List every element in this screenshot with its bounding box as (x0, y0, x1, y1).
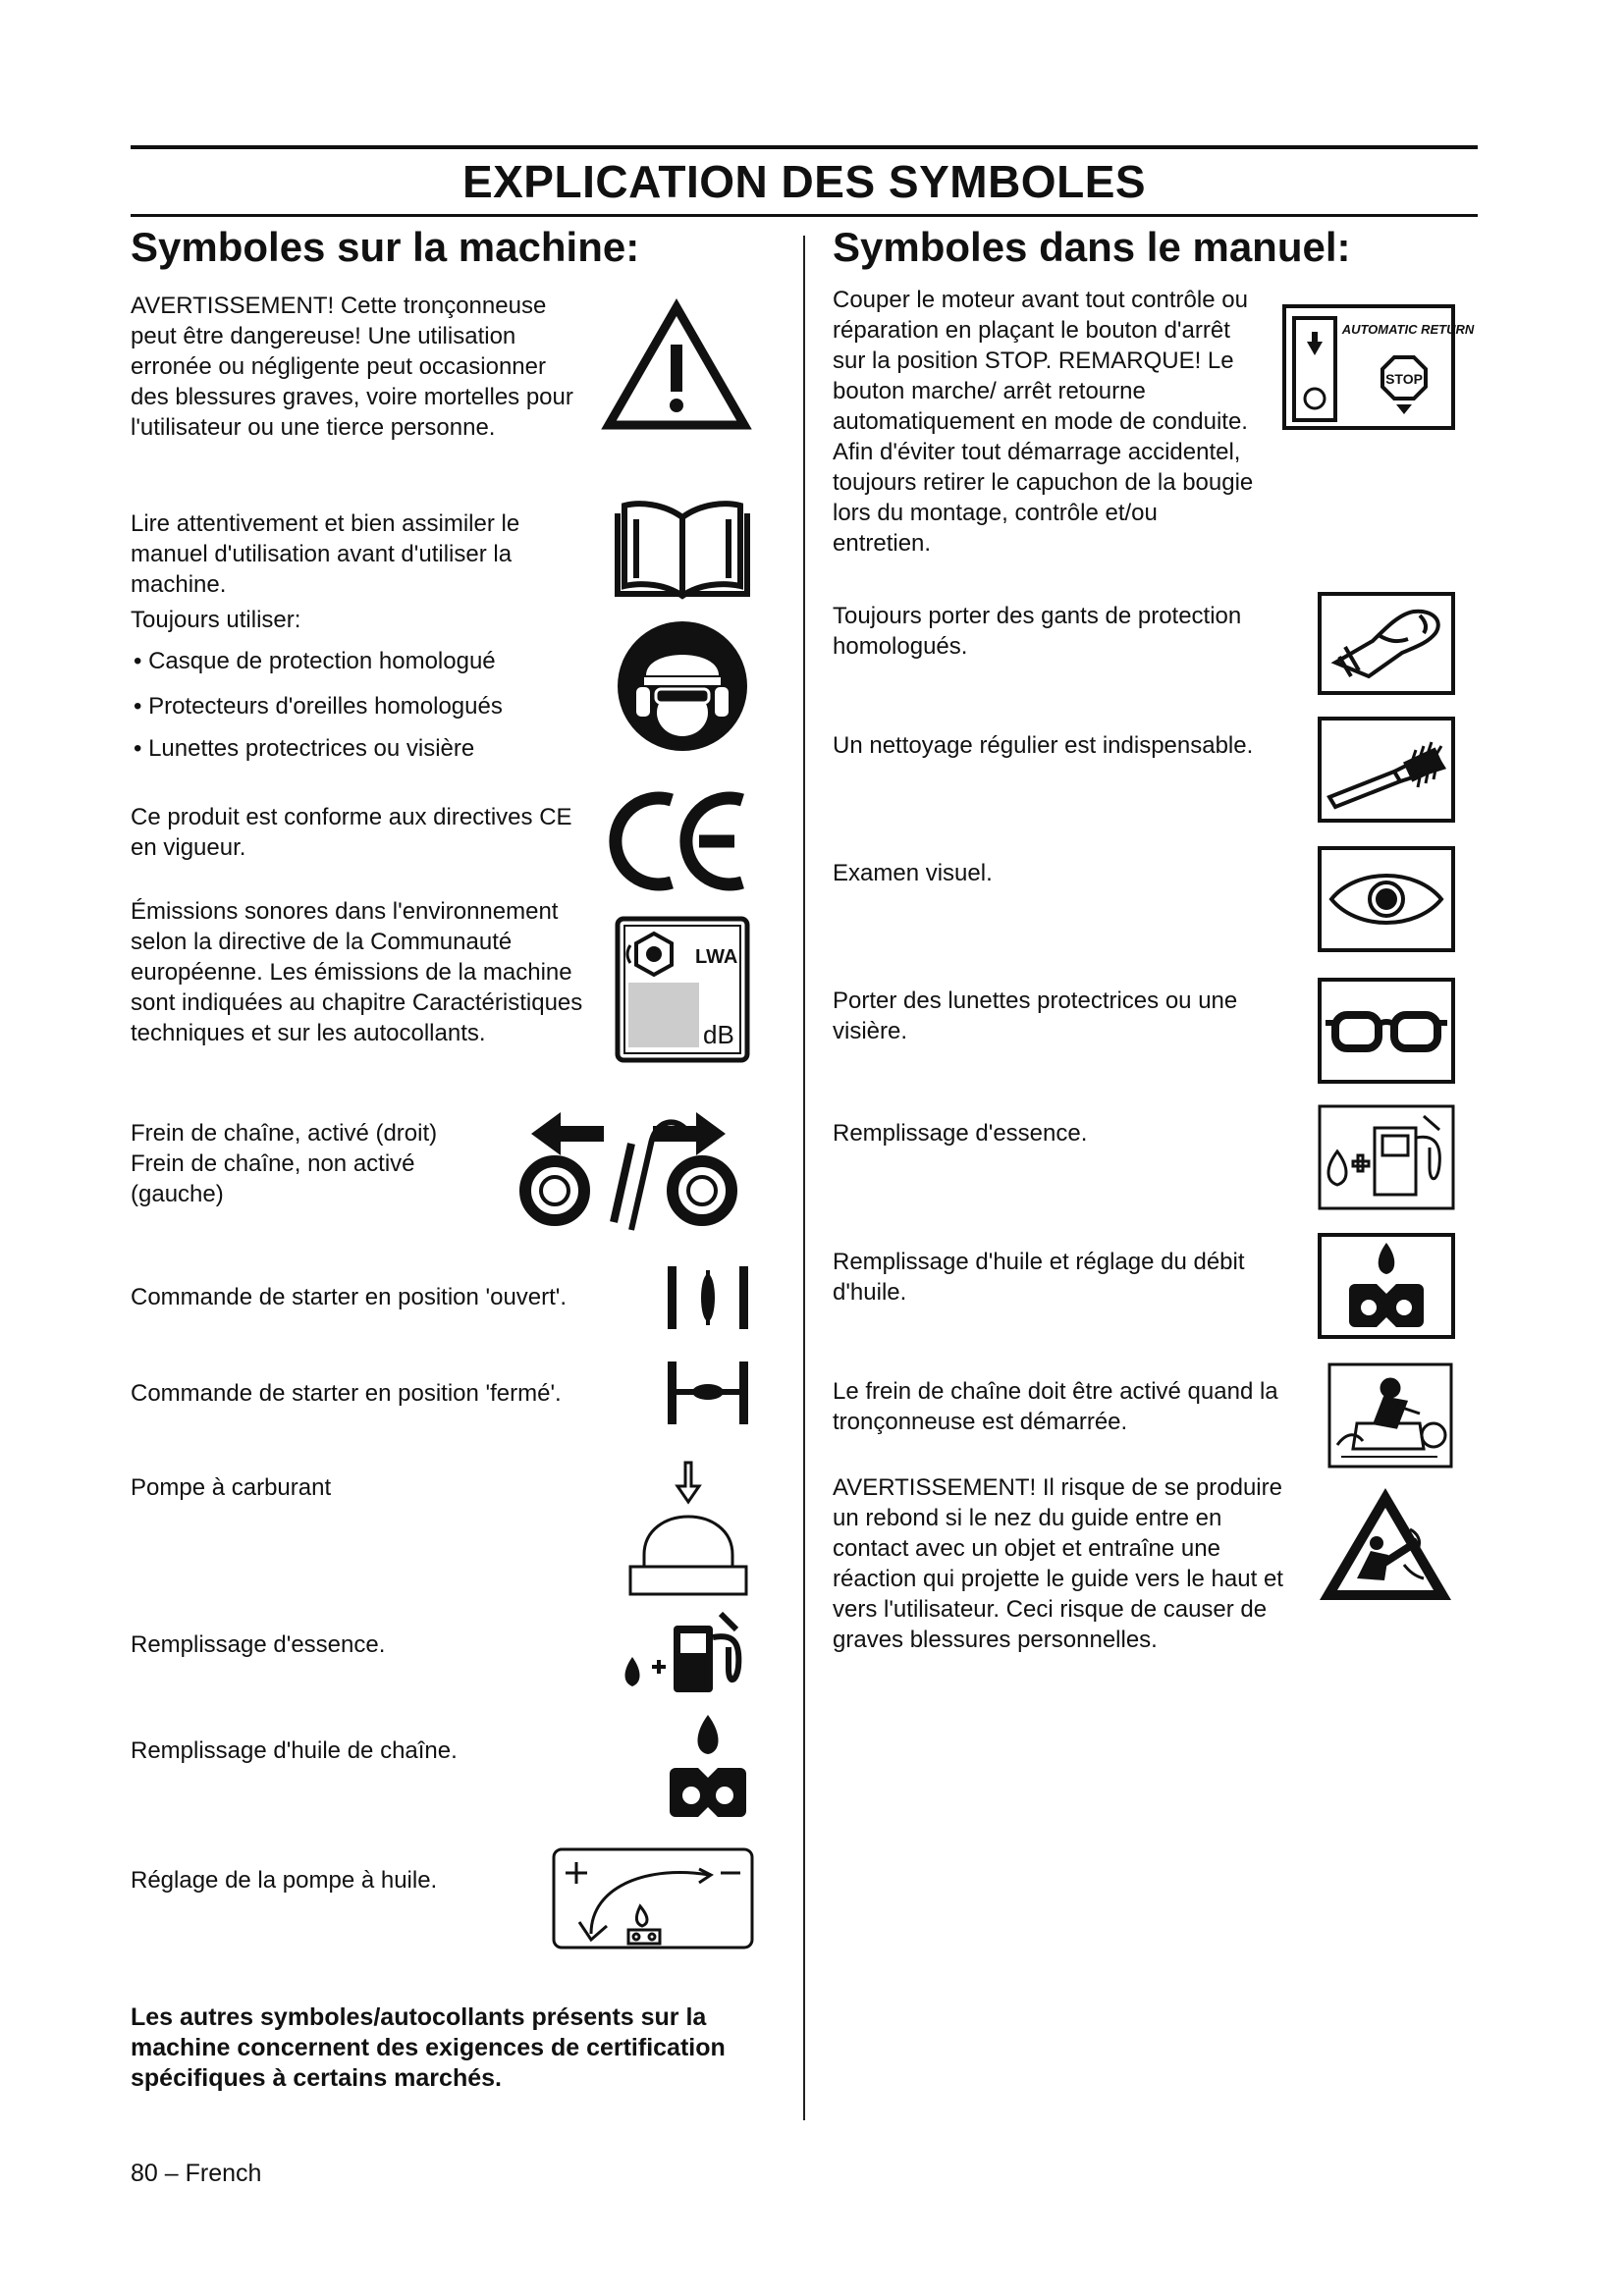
fuel-pump-text: Pompe à carburant (131, 1474, 332, 1501)
eye-icon (1318, 846, 1455, 952)
stop-icon-top-text: AUTOMATIC RETURN (1341, 322, 1475, 337)
choke-open-text: Commande de starter en position 'ouvert'. (131, 1284, 568, 1310)
oil-refill-text: Remplissage d'huile et réglage du débit d'huile. (833, 1249, 1245, 1306)
right-heading: Symboles dans le manuel: (833, 224, 1351, 270)
top-rule (131, 145, 1478, 149)
ppe-item-ear: • Protecteurs d'oreilles homologués (134, 693, 503, 720)
ppe-item-helmet: • Casque de protection homologué (134, 648, 496, 674)
title-rule (131, 214, 1478, 217)
always-use-label: Toujours utiliser: (131, 607, 301, 633)
oil-pump-adjust-icon (552, 1847, 754, 1949)
noise-emission-icon (615, 916, 750, 1063)
visual-inspection-text: Examen visuel. (833, 860, 993, 886)
goggles-text: Porter des lunettes protectrices ou une visière. (833, 988, 1238, 1044)
chain-oil-manual-icon (1318, 1233, 1455, 1339)
primer-bulb-icon (624, 1461, 752, 1598)
choke-closed-text: Commande de starter en position 'fermé'. (131, 1380, 562, 1407)
page-footer: 80 – French (131, 2160, 262, 2187)
manual-text: Lire attentivement et bien assimiler le manuel d'utilisation avant d'utiliser la machine. (131, 510, 520, 598)
open-book-icon (615, 496, 750, 602)
chain-oil-text: Remplissage d'huile de chaîne. (131, 1737, 458, 1764)
start-with-brake-icon (1327, 1362, 1453, 1468)
chain-brake-icon (506, 1104, 751, 1232)
certification-note: Les autres symboles/autocollants présents sur la machine concernent des exigences de certification spécifiques à certains marchés. (131, 2003, 726, 2092)
ppe-item-glasses: • Lunettes protectrices ou visière (134, 735, 475, 762)
kickback-warning-text: AVERTISSEMENT! Il risque de se produire un rebond si le nez du guide entre en contact avec un objet et entraîne une réaction qui projette le guide vers le haut et vers l'utilisateur. Ceci risque de causer de graves blessures personnelles. (833, 1474, 1283, 1653)
safety-glasses-icon (1318, 978, 1455, 1084)
gloves-text: Toujours porter des gants de protection homologués. (833, 603, 1242, 660)
page-title: EXPLICATION DES SYMBOLES (461, 156, 1147, 207)
head-protection-icon (615, 618, 750, 754)
ce-mark-icon (609, 788, 754, 894)
warning-triangle-icon (602, 299, 751, 432)
protective-gloves-icon (1318, 592, 1455, 695)
noise-text: Émissions sonores dans l'environnement selon la directive de la Communauté européenne. Les émissions de la machine sont indiquées au chapitre Caractéristiques techniques et sur les autocollants. (131, 898, 583, 1046)
stop-text: Couper le moteur avant tout contrôle ou réparation en plaçant le bouton d'arrêt sur la position STOP. REMARQUE! Le bouton marche/ arrêt retourne automatiquement en mode de conduite. Afin d'éviter tout démarrage accidentel, toujours retirer le capuchon de la bougie lors du montage, contrôle et/ou entretien. (833, 287, 1254, 557)
kickback-warning-icon (1316, 1482, 1455, 1605)
oil-pump-text: Réglage de la pompe à huile. (131, 1867, 438, 1894)
chain-brake-text: Frein de chaîne, activé (droit) Frein de chaîne, non activé (gauche) (131, 1120, 438, 1207)
choke-open-icon (664, 1264, 752, 1331)
fuel-refill-text: Remplissage d'essence. (833, 1120, 1088, 1147)
stop-icon-sign-text: STOP (1385, 371, 1423, 387)
left-heading: Symboles sur la machine: (131, 224, 640, 270)
warning-text: AVERTISSEMENT! Cette tronçonneuse peut être dangereuse! Une utilisation erronée ou négligente peut occasionner des blessures graves, voire mortelles pour l'utilisateur ou une tierce personne. (131, 293, 573, 441)
ce-text: Ce produit est conforme aux directives CE en vigueur. (131, 804, 572, 861)
fuel-refill-icon (619, 1608, 752, 1696)
chain-oil-icon (664, 1713, 752, 1821)
choke-closed-icon (664, 1360, 752, 1426)
brake-at-start-text: Le frein de chaîne doit être activé quand la tronçonneuse est démarrée. (833, 1378, 1278, 1435)
cleaning-brush-icon (1318, 717, 1455, 823)
noise-icon-label: LWA (695, 946, 738, 968)
cleaning-text: Un nettoyage régulier est indispensable. (833, 732, 1254, 759)
column-divider (803, 236, 805, 2120)
fuel-fill-text: Remplissage d'essence. (131, 1631, 386, 1658)
stop-switch-icon (1282, 304, 1475, 430)
fuel-refill-outline-icon (1318, 1104, 1455, 1210)
noise-icon-unit: dB (703, 1020, 734, 1049)
